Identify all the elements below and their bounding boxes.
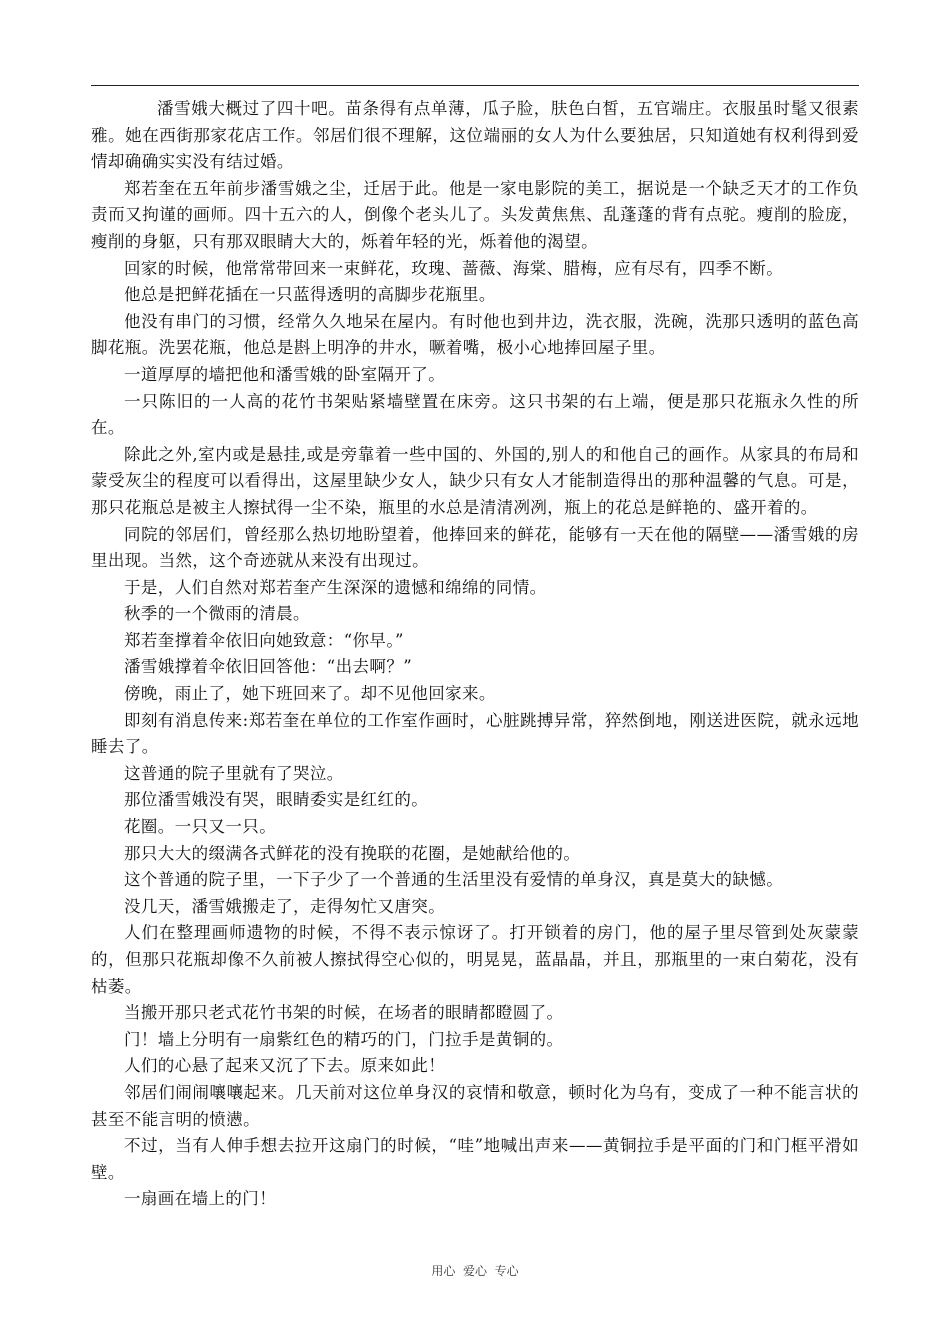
paragraph: 那只大大的缀满各式鲜花的没有挽联的花圈，是她献给他的。 — [124, 843, 581, 863]
header-rule — [91, 85, 859, 86]
paragraph: 一道厚厚的墙把他和潘雪娥的卧室隔开了。 — [124, 364, 446, 384]
paragraph: 邻居们闹闹嚷嚷起来。几天前对这位单身汉的哀情和敬意，顿时化为乌有，变成了一种不能言状的甚至不能言明的愤懑。 — [91, 1082, 859, 1129]
paragraph: 那位潘雪娥没有哭，眼睛委实是红红的。 — [124, 790, 429, 810]
article-body — [91, 96, 859, 1213]
paragraph: 傍晚，雨止了，她下班回来了。却不见他回家来。 — [124, 684, 496, 704]
paragraph: 郑若奎撑着伞依旧向她致意：“你早。” — [124, 630, 404, 650]
paragraph: 郑若奎在五年前步潘雪娥之尘，迁居于此。他是一家电影院的美工，据说是一个缺乏天才的工作负责而又拘谨的画师。四十五六的人，倒像个老头儿了。头发黄焦焦、乱蓬蓬的背有点驼。瘦削的脸庞，瘦削的身躯，只有那双眼睛大大的，烁着年轻的光，烁着他的渴望。 — [91, 178, 859, 251]
paragraph: 潘雪娥撑着伞依旧回答他：“出去啊？” — [124, 657, 413, 677]
paragraph: 人们在整理画师遗物的时候，不得不表示惊讶了。打开锁着的房门，他的屋子里尽管到处灰蒙蒙的，但那只花瓶却像不久前被人擦拭得空心似的，明晃晃，蓝晶晶，并且，那瓶里的一束白菊花，没有枯萎。 — [91, 923, 859, 996]
paragraph: 这个普通的院子里，一下子少了一个普通的生活里没有爱情的单身汉，真是莫大的缺憾。 — [124, 870, 784, 890]
paragraph: 当搬开那只老式花竹书架的时候，在场者的眼睛都瞪圆了。 — [124, 1003, 564, 1023]
paragraph: 没几天，潘雪娥搬走了，走得匆忙又唐突。 — [124, 896, 446, 916]
paragraph: 除此之外,室内或是悬挂,或是旁靠着一些中国的、外国的,别人的和他自己的画作。从家具的布局和蒙受灰尘的程度可以看得出，这屋里缺少女人，缺少只有女人才能制造得出的那种温馨的气息。可是，那只花瓶总是被主人擦拭得一尘不染，瓶里的水总是清清冽冽，瓶上的花总是鲜艳的、盛开着的。 — [91, 444, 859, 517]
paragraph: 回家的时候，他常常带回来一束鲜花，玫瑰、蔷薇、海棠、腊梅，应有尽有，四季不断。 — [124, 258, 784, 278]
paragraph: 潘雪娥大概过了四十吧。苗条得有点单薄，瓜子脸，肤色白皙，五官端庄。衣服虽时髦又很素雅。她在西街那家花店工作。邻居们很不理解，这位端丽的女人为什么要独居，只知道她有权利得到爱情却确确实实没有结过婚。 — [91, 99, 859, 172]
paragraph: 他总是把鲜花插在一只蓝得透明的高脚步花瓶里。 — [124, 285, 496, 305]
paragraph: 门！墙上分明有一扇紫红色的精巧的门，门拉手是黄铜的。 — [124, 1029, 564, 1049]
paragraph: 这普通的院子里就有了哭泣。 — [124, 763, 344, 783]
paragraph: 他没有串门的习惯，经常久久地呆在屋内。有时他也到井边，洗衣服，洗碗，洗那只透明的蓝色高脚花瓶。洗罢花瓶，他总是斟上明净的井水，噘着嘴，极小心地捧回屋子里。 — [91, 311, 859, 358]
paragraph: 一只陈旧的一人高的花竹书架贴紧墙壁置在床旁。这只书架的右上端，便是那只花瓶永久性的所在。 — [91, 391, 859, 438]
paragraph: 花圈。一只又一只。 — [124, 817, 277, 837]
paragraph: 一扇画在墙上的门！ — [124, 1189, 277, 1209]
paragraph: 人们的心悬了起来又沉了下去。原来如此！ — [124, 1056, 446, 1076]
page-footer: 用心 爱心 专心 — [431, 1264, 519, 1278]
paragraph: 秋季的一个微雨的清晨。 — [124, 604, 310, 624]
paragraph: 即刻有消息传来:郑若奎在单位的工作室作画时，心脏跳搏异常，猝然倒地，刚送进医院，就永远地睡去了。 — [91, 710, 859, 757]
paragraph: 同院的邻居们，曾经那么热切地盼望着，他捧回来的鲜花，能够有一天在他的隔壁——潘雪娥的房里出现。当然，这个奇迹就从来没有出现过。 — [91, 524, 859, 571]
paragraph: 于是，人们自然对郑若奎产生深深的遗憾和绵绵的同情。 — [124, 577, 547, 597]
paragraph: 不过，当有人伸手想去拉开这扇门的时候，“哇”地喊出声来——黄铜拉手是平面的门和门框平滑如壁。 — [91, 1136, 859, 1182]
